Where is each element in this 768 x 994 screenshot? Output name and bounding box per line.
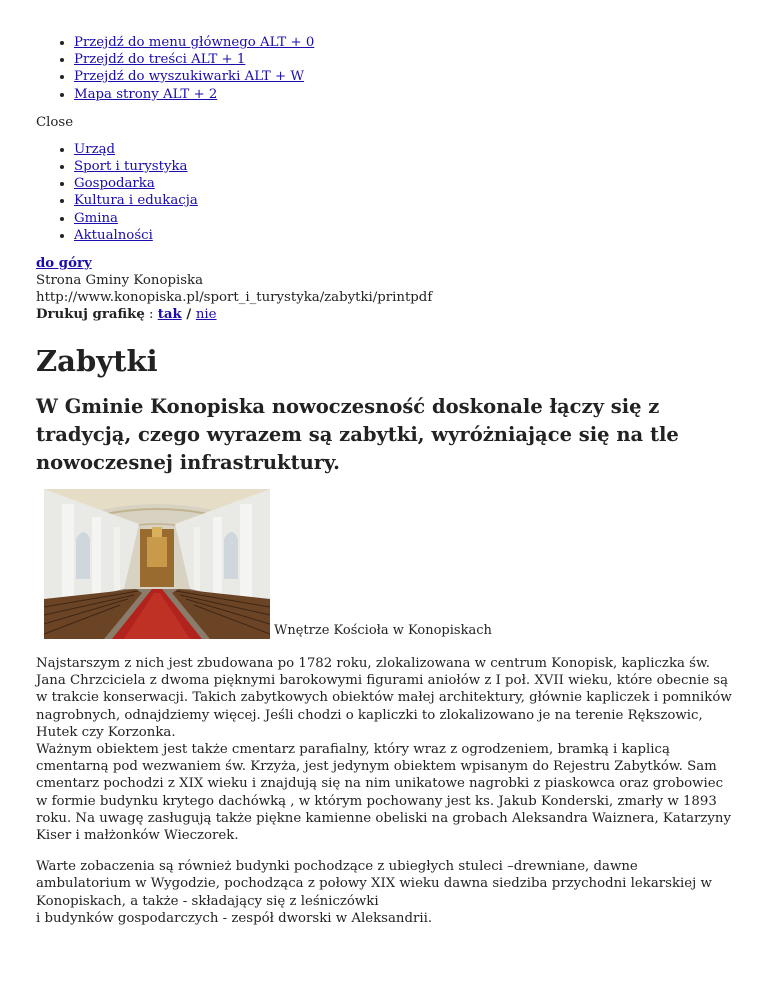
print-graphics-label: Drukuj grafikę bbox=[36, 307, 145, 323]
menu-item bbox=[74, 192, 732, 209]
menu-item bbox=[74, 210, 732, 227]
print-graphics-option bbox=[36, 306, 732, 323]
paragraph-text: i budynków gospodarczych - zespół dworski w Aleksandrii. bbox=[36, 910, 433, 926]
top-link-wrapper bbox=[36, 255, 732, 272]
menu-link-aktualnosci[interactable]: Aktualności bbox=[74, 227, 153, 243]
page-title: Zabytki bbox=[36, 344, 158, 379]
menu-link-urzad[interactable]: Urząd bbox=[74, 141, 116, 157]
menu-link-gospodarka[interactable]: Gospodarka bbox=[74, 176, 155, 192]
back-to-top-link[interactable]: do góry bbox=[36, 256, 92, 272]
skip-link-item bbox=[74, 86, 732, 103]
site-name: Strona Gminy Konopiska bbox=[36, 273, 204, 289]
skip-to-content-link[interactable]: Przejdź do treści ALT + 1 bbox=[74, 52, 246, 68]
print-separator: : bbox=[144, 307, 158, 323]
image-caption: Wnętrze Kościoła w Konopiskach bbox=[274, 623, 492, 639]
skip-link-item bbox=[74, 68, 732, 85]
skip-link-item bbox=[74, 34, 732, 51]
paragraph-buildings bbox=[36, 858, 732, 927]
close-label[interactable]: Close bbox=[36, 114, 74, 130]
skip-link-item bbox=[74, 51, 732, 68]
menu-link-gmina[interactable]: Gmina bbox=[74, 210, 118, 226]
paragraph-text: Ważnym obiektem jest także cmentarz parafialny, który wraz z ogrodzeniem, bramką i kaplicą cmentarną pod wezwaniem św. Krzyża, jest jedynym obiektem wpisanym do Rejestru Zabytków. Sam cmentarz pochodzi z XIX wieku i znajdują się na nim unikatowe nagrobki z piaskowca oraz grobowiec w formie budynku krytego dachówką , w którym pochowany jest ks. Jakub Konderski, zmarły w 1893 roku. Na uwagę zasługują także piękne kamienne obeliski na grobach Aleksandra Waiznera, Katarzyny Kiser i małżonków Wieczorek. bbox=[36, 742, 731, 844]
skip-to-search-link[interactable]: Przejdź do wyszukiwarki ALT + W bbox=[74, 69, 305, 85]
menu-item bbox=[74, 175, 732, 192]
page-url: http://www.konopiska.pl/sport_i_turystyka/zabytki/printpdf bbox=[36, 290, 433, 306]
sitemap-link[interactable]: Mapa strony ALT + 2 bbox=[74, 86, 218, 102]
main-menu bbox=[36, 141, 732, 244]
menu-link-sport[interactable]: Sport i turystyka bbox=[74, 159, 188, 175]
figure bbox=[36, 489, 732, 639]
church-interior-image bbox=[44, 489, 270, 639]
menu-item bbox=[74, 158, 732, 175]
print-graphics-no-link[interactable]: nie bbox=[195, 307, 217, 323]
lead-heading: W Gminie Konopiska nowoczesność doskonale łączy się z tradycją, czego wyrazem są zabytki, wyróżniające się na tle nowoczesnej infrastruktury. bbox=[36, 395, 679, 475]
skip-links-list bbox=[36, 34, 732, 103]
skip-to-main-menu-link[interactable]: Przejdź do menu głównego ALT + 0 bbox=[74, 35, 315, 50]
menu-item bbox=[74, 227, 732, 244]
print-separator-slash: / bbox=[181, 307, 196, 323]
menu-item bbox=[74, 141, 732, 158]
print-graphics-yes-link[interactable]: tak bbox=[157, 307, 182, 323]
paragraph-oldest-monuments bbox=[36, 655, 732, 844]
paragraph-text: Najstarszym z nich jest zbudowana po 1782 roku, zlokalizowana w centrum Konopisk, kapliczka św. Jana Chrzciciela z dwoma pięknymi barokowymi figurami aniołów z I poł. XVII wieku, które obecnie są w trakcie konserwacji. Takich zabytkowych obiektów małej architektury, głównie kapliczek i pomników nagrobnych, odnajdziemy więcej. Jeśli chodzi o kapliczki to zlokalizowano je na terenie Rększowic, Hutek czy Korzonka. bbox=[36, 656, 732, 740]
menu-link-kultura[interactable]: Kultura i edukacja bbox=[74, 193, 198, 209]
paragraph-text: Warte zobaczenia są również budynki pochodzące z ubiegłych stuleci –drewniane, dawne ambulatorium w Wygodzie, pochodząca z połowy XIX wieku dawna siedziba przychodni lekarskiej w Konopiskach, a także - składający się z leśniczówki bbox=[36, 859, 712, 909]
